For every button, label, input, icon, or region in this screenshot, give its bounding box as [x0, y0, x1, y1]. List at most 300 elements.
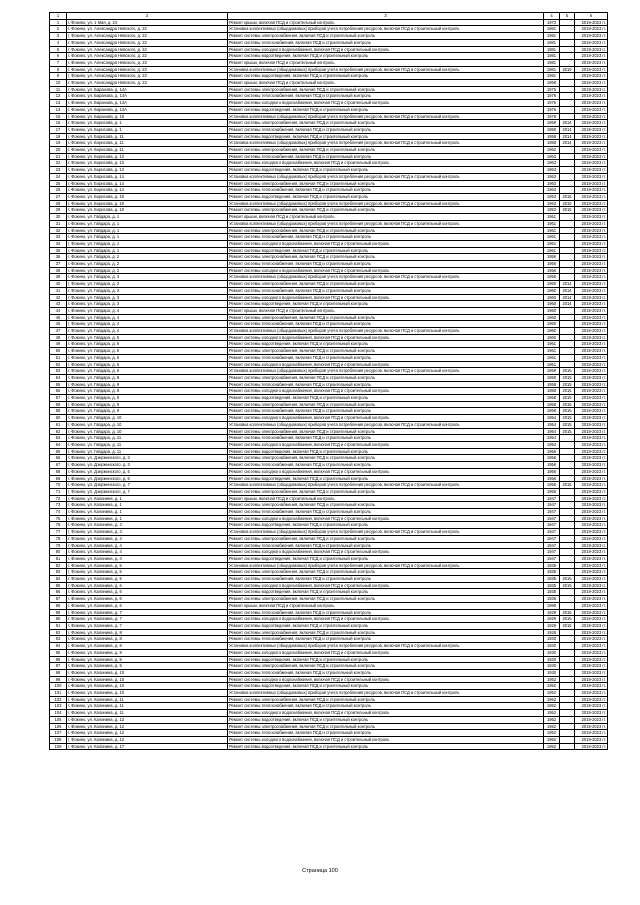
period-cell: 2019-2023 гг. — [575, 730, 608, 737]
build-year-cell: 1981 — [544, 26, 560, 33]
work-type-cell: Ремонт системы водоотведения, включая ПСД и строительный контроль — [228, 589, 544, 596]
last-repair-year-cell — [560, 723, 575, 730]
last-repair-year-cell — [560, 649, 575, 656]
last-repair-year-cell — [560, 562, 575, 569]
period-cell: 2019-2023 гг. — [575, 495, 608, 502]
work-type-cell: Ремонт системы холодного водоснабжения, включая ПСД и строительный контроль — [228, 736, 544, 743]
build-year-cell: 1930 — [544, 669, 560, 676]
period-cell: 2019-2023 гг. — [575, 173, 608, 180]
period-cell: 2019-2023 гг. — [575, 374, 608, 381]
work-type-cell: Ремонт системы теплоснабжения, включая ПСД и строительный контроль — [228, 126, 544, 133]
address-cell: г. Фокино, ул. Калинина, д. 11 — [67, 710, 228, 717]
build-year-cell: 1954 — [544, 421, 560, 428]
table-row — [50, 227, 608, 234]
period-cell: 2019-2023 гг. — [575, 267, 608, 274]
address-cell: г. Фокино, ул. Гайдара, д. 6 — [67, 361, 228, 368]
work-type-cell: Ремонт системы холодного водоснабжения, включая ПСД и строительный контроль — [228, 388, 544, 395]
last-repair-year-cell — [560, 361, 575, 368]
address-cell: г. Фокино, ул. Борисова, д. 11 — [67, 140, 228, 147]
build-year-cell: 1935 — [544, 589, 560, 596]
last-repair-year-cell — [560, 509, 575, 516]
work-type-cell: Ремонт системы электроснабжения, включая ПСД и строительный контроль — [228, 227, 544, 234]
row-number-cell: 29 — [50, 207, 67, 214]
period-cell: 2019-2023 гг. — [575, 562, 608, 569]
table-row — [50, 569, 608, 576]
row-number-cell: 35 — [50, 247, 67, 254]
work-type-cell: Ремонт крыши, включая ПСД и строительный контроль — [228, 19, 544, 26]
build-year-cell: 1960 — [544, 294, 560, 301]
build-year-cell: 1961 — [544, 214, 560, 221]
period-cell: 2019-2023 гг. — [575, 247, 608, 254]
table-row — [50, 26, 608, 33]
period-cell: 2019-2023 гг. — [575, 26, 608, 33]
work-type-cell: Ремонт системы водоотведения, включая ПСД и строительный контроль — [228, 522, 544, 529]
period-cell: 2019-2023 гг. — [575, 415, 608, 422]
row-number-cell: 40 — [50, 281, 67, 288]
period-cell: 2019-2023 гг. — [575, 482, 608, 489]
last-repair-year-cell — [560, 160, 575, 167]
last-repair-year-cell — [560, 535, 575, 542]
row-number-cell: 52 — [50, 361, 67, 368]
last-repair-year-cell — [560, 589, 575, 596]
address-cell: г. Фокино, ул. Калинина, д. 9 — [67, 649, 228, 656]
period-cell: 2019-2023 гг. — [575, 555, 608, 562]
work-type-cell: Ремонт системы электроснабжения, включая ПСД и строительный контроль — [228, 254, 544, 261]
work-type-cell: Установка коллективных (общедомовых) приборов учета потребления ресурсов, включая ПСД и строительный контроль — [228, 66, 544, 73]
row-number-cell: 21 — [50, 153, 67, 160]
build-year-cell: 1952 — [544, 730, 560, 737]
period-cell: 2019-2023 гг. — [575, 428, 608, 435]
period-cell: 2019-2023 гг. — [575, 609, 608, 616]
last-repair-year-cell — [560, 455, 575, 462]
last-repair-year-cell — [560, 522, 575, 529]
build-year-cell: 1954 — [544, 442, 560, 449]
build-year-cell: 1952 — [544, 676, 560, 683]
last-repair-year-cell — [560, 341, 575, 348]
address-cell: г. Фокино, ул. Борисова, д. 11 — [67, 147, 228, 154]
address-cell: г. Фокино, ул. Калинина, д. 4 — [67, 555, 228, 562]
address-cell: г. Фокино, ул. Гайдара, д. 4 — [67, 321, 228, 328]
address-cell: г. Фокино, ул. Гайдара, д. 11 — [67, 435, 228, 442]
last-repair-year-cell — [560, 93, 575, 100]
address-cell: г. Фокино, ул. Гайдара, д. 5 — [67, 348, 228, 355]
address-cell: г. Фокино, ул. Баранова, д. 14А — [67, 106, 228, 113]
period-cell: 2019-2023 гг. — [575, 294, 608, 301]
row-number-cell: 87 — [50, 596, 67, 603]
last-repair-year-cell — [560, 19, 575, 26]
period-cell: 2019-2023 гг. — [575, 254, 608, 261]
header-cell: 1 — [50, 13, 67, 20]
table-row — [50, 703, 608, 710]
table-row — [50, 140, 608, 147]
period-cell: 2019-2023 гг. — [575, 354, 608, 361]
table-row — [50, 73, 608, 80]
row-number-cell: 98 — [50, 669, 67, 676]
work-type-cell: Ремонт системы холодного водоснабжения, включая ПСД и строительный контроль — [228, 100, 544, 107]
address-cell: г. Фокино, ул. Гайдара, д. 1 — [67, 227, 228, 234]
address-cell: г. Фокино, ул. Калинина, д. 7 — [67, 609, 228, 616]
period-cell: 2019-2023 гг. — [575, 93, 608, 100]
table-row — [50, 683, 608, 690]
build-year-cell: 1963 — [544, 160, 560, 167]
table-row — [50, 126, 608, 133]
last-repair-year-cell: 2015 — [560, 421, 575, 428]
address-cell: г. Фокино, ул. Гайдара, д. 4 — [67, 307, 228, 314]
table-row — [50, 133, 608, 140]
work-type-cell: Установка коллективных (общедомовых) приборов учета потребления ресурсов, включая ПСД и строительный контроль — [228, 220, 544, 227]
period-cell: 2019-2023 гг. — [575, 455, 608, 462]
table-row — [50, 307, 608, 314]
work-type-cell: Ремонт системы теплоснабжения, включая ПСД и строительный контроль — [228, 93, 544, 100]
row-number-cell: 27 — [50, 193, 67, 200]
row-number-cell: 76 — [50, 522, 67, 529]
period-cell: 2019-2023 гг. — [575, 643, 608, 650]
last-repair-year-cell — [560, 46, 575, 53]
build-year-cell: 1952 — [544, 703, 560, 710]
address-cell: г. Фокино, ул. Гайдара, д. 11 — [67, 448, 228, 455]
last-repair-year-cell — [560, 602, 575, 609]
work-type-cell: Ремонт системы водоотведения, включая ПСД и строительный контроль — [228, 448, 544, 455]
row-number-cell: 20 — [50, 147, 67, 154]
build-year-cell: 1956 — [544, 267, 560, 274]
row-number-cell: 44 — [50, 307, 67, 314]
work-type-cell: Ремонт системы водоотведения, включая ПСД и строительный контроль — [228, 301, 544, 308]
row-number-cell: 100 — [50, 683, 67, 690]
table-row — [50, 482, 608, 489]
address-cell: г. Фокино, ул. Гайдара, д. 2 — [67, 267, 228, 274]
work-type-cell: Ремонт системы холодного водоснабжения, включая ПСД и строительный контроль — [228, 710, 544, 717]
address-cell: г. Фокино, ул. Калинина, д. 3 — [67, 522, 228, 529]
table-row — [50, 723, 608, 730]
address-cell: г. Фокино, ул. Дзержинского, д. 7 — [67, 482, 228, 489]
period-cell: 2019-2023 гг. — [575, 395, 608, 402]
last-repair-year-cell: 2015 — [560, 582, 575, 589]
work-type-cell: Ремонт системы электроснабжения, включая ПСД и строительный контроль — [228, 502, 544, 509]
table-row — [50, 147, 608, 154]
row-number-cell: 97 — [50, 663, 67, 670]
address-cell: г. Фокино, ул. Борисова, д. 11 — [67, 133, 228, 140]
period-cell: 2019-2023 гг. — [575, 716, 608, 723]
last-repair-year-cell — [560, 314, 575, 321]
table-row — [50, 488, 608, 495]
table-row — [50, 529, 608, 536]
address-cell: г. Фокино, ул. Баранова, д. 14А — [67, 100, 228, 107]
period-cell: 2019-2023 гг. — [575, 281, 608, 288]
address-cell: г. Фокино, ул. Александра Невского, д. 22 — [67, 26, 228, 33]
build-year-cell: 1952 — [544, 696, 560, 703]
build-year-cell: 1956 — [544, 261, 560, 268]
address-cell: г. Фокино, ул. Александра Невского, д. 23 — [67, 59, 228, 66]
build-year-cell: 1981 — [544, 46, 560, 53]
build-year-cell: 1958 — [544, 401, 560, 408]
address-cell: г. Фокино, ул. Калинина, д. 7 — [67, 622, 228, 629]
row-number-cell: 7 — [50, 59, 67, 66]
row-number-cell: 19 — [50, 140, 67, 147]
last-repair-year-cell: 2014 — [560, 126, 575, 133]
table-row — [50, 106, 608, 113]
table-row — [50, 254, 608, 261]
row-number-cell: 6 — [50, 53, 67, 60]
header-cell: 2 — [67, 13, 228, 20]
row-number-cell: 18 — [50, 133, 67, 140]
work-type-cell: Ремонт системы электроснабжения, включая ПСД и строительный контроль — [228, 428, 544, 435]
address-cell: г. Фокино, ул. Борисова, д. 18 — [67, 193, 228, 200]
last-repair-year-cell — [560, 180, 575, 187]
build-year-cell: 1952 — [544, 736, 560, 743]
row-number-cell: 22 — [50, 160, 67, 167]
build-year-cell: 1947 — [544, 542, 560, 549]
period-cell: 2019-2023 гг. — [575, 59, 608, 66]
work-type-cell: Ремонт системы водоотведения, включая ПСД и строительный контроль — [228, 53, 544, 60]
last-repair-year-cell — [560, 33, 575, 40]
table-row — [50, 676, 608, 683]
row-number-cell: 91 — [50, 622, 67, 629]
last-repair-year-cell — [560, 113, 575, 120]
last-repair-year-cell — [560, 462, 575, 469]
table-row — [50, 401, 608, 408]
period-cell: 2019-2023 гг. — [575, 361, 608, 368]
work-type-cell: Ремонт системы холодного водоснабжения, включая ПСД и строительный контроль — [228, 46, 544, 53]
period-cell: 2019-2023 гг. — [575, 408, 608, 415]
work-type-cell: Ремонт системы холодного водоснабжения, включая ПСД и строительный контроль — [228, 361, 544, 368]
work-type-cell: Ремонт системы электроснабжения, включая ПСД и строительный контроль — [228, 314, 544, 321]
build-year-cell: 1956 — [544, 468, 560, 475]
row-number-cell: 89 — [50, 609, 67, 616]
period-cell: 2019-2023 гг. — [575, 334, 608, 341]
row-number-cell: 25 — [50, 180, 67, 187]
address-cell: г. Фокино, ул. Гайдара, д. 5 — [67, 334, 228, 341]
address-cell: г. Фокино, ул. Калинина, д. 6 — [67, 582, 228, 589]
build-year-cell: 1930 — [544, 643, 560, 650]
row-number-cell: 106 — [50, 723, 67, 730]
row-number-cell: 10 — [50, 80, 67, 87]
table-row — [50, 341, 608, 348]
period-cell: 2019-2023 гг. — [575, 328, 608, 335]
work-type-cell: Ремонт крыши, включая ПСД и строительный контроль — [228, 602, 544, 609]
address-cell: г. Фокино, ул. Калинина, д. 12 — [67, 730, 228, 737]
row-number-cell: 31 — [50, 220, 67, 227]
table-row — [50, 462, 608, 469]
period-cell: 2019-2023 гг. — [575, 462, 608, 469]
period-cell: 2019-2023 гг. — [575, 596, 608, 603]
last-repair-year-cell — [560, 529, 575, 536]
last-repair-year-cell — [560, 321, 575, 328]
build-year-cell: 1947 — [544, 555, 560, 562]
address-cell: г. Фокино, ул. Калинина, д. 8 — [67, 629, 228, 636]
period-cell: 2019-2023 гг. — [575, 341, 608, 348]
last-repair-year-cell: 2015 — [560, 200, 575, 207]
period-cell: 2019-2023 гг. — [575, 442, 608, 449]
work-type-cell: Установка коллективных (общедомовых) приборов учета потребления ресурсов, включая ПСД и строительный контроль — [228, 421, 544, 428]
table-row — [50, 374, 608, 381]
work-type-cell: Установка коллективных (общедомовых) приборов учета потребления ресурсов, включая ПСД и строительный контроль — [228, 140, 544, 147]
address-cell: г. Фокино, ул. Гайдара, д. 3 — [67, 274, 228, 281]
row-number-cell: 28 — [50, 200, 67, 207]
period-cell: 2019-2023 гг. — [575, 167, 608, 174]
last-repair-year-cell: 2015 — [560, 381, 575, 388]
period-cell: 2019-2023 гг. — [575, 663, 608, 670]
work-type-cell: Ремонт системы теплоснабжения, включая ПСД и строительный контроль — [228, 703, 544, 710]
period-cell: 2019-2023 гг. — [575, 220, 608, 227]
row-number-cell: 14 — [50, 106, 67, 113]
row-number-cell: 24 — [50, 173, 67, 180]
period-cell: 2019-2023 гг. — [575, 321, 608, 328]
table-row — [50, 415, 608, 422]
row-number-cell: 37 — [50, 261, 67, 268]
build-year-cell: 1952 — [544, 723, 560, 730]
table-row — [50, 33, 608, 40]
address-cell: г. Фокино, ул. Калинина, д. 11 — [67, 696, 228, 703]
table-row — [50, 522, 608, 529]
address-cell: г. Фокино, ул. Борисова, д. 18 — [67, 207, 228, 214]
table-row — [50, 448, 608, 455]
address-cell: г. Фокино, ул. Калинина, д. 7 — [67, 616, 228, 623]
table-row — [50, 59, 608, 66]
last-repair-year-cell — [560, 442, 575, 449]
period-cell: 2019-2023 гг. — [575, 542, 608, 549]
address-cell: г. Фокино, ул. Гайдара, д. 2 — [67, 261, 228, 268]
work-type-cell: Ремонт системы холодного водоснабжения, включая ПСД и строительный контроль — [228, 267, 544, 274]
table-row — [50, 314, 608, 321]
build-year-cell: 1973 — [544, 19, 560, 26]
last-repair-year-cell — [560, 334, 575, 341]
table-row — [50, 66, 608, 73]
build-year-cell: 1981 — [544, 53, 560, 60]
work-type-cell: Ремонт системы холодного водоснабжения, включая ПСД и строительный контроль — [228, 649, 544, 656]
work-type-cell: Ремонт системы водоотведения, включая ПСД и строительный контроль — [228, 73, 544, 80]
period-cell: 2019-2023 гг. — [575, 80, 608, 87]
period-cell: 2019-2023 гг. — [575, 234, 608, 241]
address-cell: г. Фокино, ул. Гайдара, д. 2 — [67, 254, 228, 261]
work-type-cell: Ремонт системы электроснабжения, включая ПСД и строительный контроль — [228, 374, 544, 381]
work-type-cell: Установка коллективных (общедомовых) приборов учета потребления ресурсов, включая ПСД и строительный контроль — [228, 562, 544, 569]
row-number-cell: 107 — [50, 730, 67, 737]
period-cell: 2019-2023 гг. — [575, 616, 608, 623]
period-cell: 2019-2023 гг. — [575, 636, 608, 643]
header-cell: 3 — [228, 13, 544, 20]
build-year-cell: 1959 — [544, 120, 560, 127]
build-year-cell: 1953 — [544, 200, 560, 207]
period-cell: 2019-2023 гг. — [575, 180, 608, 187]
period-cell: 2019-2023 гг. — [575, 207, 608, 214]
period-cell: 2019-2023 гг. — [575, 39, 608, 46]
last-repair-year-cell — [560, 100, 575, 107]
build-year-cell: 1947 — [544, 549, 560, 556]
last-repair-year-cell — [560, 147, 575, 154]
period-cell: 2019-2023 гг. — [575, 522, 608, 529]
build-year-cell: 1981 — [544, 73, 560, 80]
table-row — [50, 596, 608, 603]
row-number-cell: 58 — [50, 401, 67, 408]
row-number-cell: 9 — [50, 73, 67, 80]
last-repair-year-cell — [560, 716, 575, 723]
address-cell: г. Фокино, ул. Калинина, д. 6 — [67, 602, 228, 609]
address-cell: г. Фокино, ул. Дзержинского, д. 3 — [67, 462, 228, 469]
row-number-cell: 51 — [50, 354, 67, 361]
table-row — [50, 535, 608, 542]
table-row — [50, 395, 608, 402]
build-year-cell: 1947 — [544, 522, 560, 529]
build-year-cell: 1952 — [544, 690, 560, 697]
row-number-cell: 95 — [50, 649, 67, 656]
work-type-cell: Ремонт крыши, включая ПСД и строительный контроль — [228, 214, 544, 221]
build-year-cell: 1960 — [544, 328, 560, 335]
last-repair-year-cell — [560, 234, 575, 241]
table-row — [50, 421, 608, 428]
last-repair-year-cell — [560, 676, 575, 683]
last-repair-year-cell — [560, 710, 575, 717]
work-type-cell: Ремонт системы теплоснабжения, включая ПСД и строительный контроль — [228, 261, 544, 268]
work-type-cell: Ремонт системы водоотведения, включая ПСД и строительный контроль — [228, 167, 544, 174]
work-type-cell: Ремонт системы электроснабжения, включая ПСД и строительный контроль — [228, 33, 544, 40]
row-number-cell: 30 — [50, 214, 67, 221]
last-repair-year-cell — [560, 468, 575, 475]
period-cell: 2019-2023 гг. — [575, 187, 608, 194]
work-type-cell: Ремонт системы электроснабжения, включая ПСД и строительный контроль — [228, 348, 544, 355]
build-year-cell: 1956 — [544, 482, 560, 489]
table-row — [50, 582, 608, 589]
table-row — [50, 710, 608, 717]
address-cell: г. Фокино, ул. Баранова, д. 14А — [67, 93, 228, 100]
period-cell: 2019-2023 гг. — [575, 743, 608, 750]
last-repair-year-cell: 2015 — [560, 609, 575, 616]
work-type-cell: Ремонт системы холодного водоснабжения, включая ПСД и строительный контроль — [228, 582, 544, 589]
table-row — [50, 234, 608, 241]
row-number-cell: 66 — [50, 455, 67, 462]
address-cell: г. Фокино, ул. Калинина, д. 1 — [67, 509, 228, 516]
table-row — [50, 167, 608, 174]
period-cell: 2019-2023 гг. — [575, 261, 608, 268]
last-repair-year-cell: 2014 — [560, 140, 575, 147]
row-number-cell: 84 — [50, 576, 67, 583]
address-cell: г. Фокино, ул. Борисова, д. 14 — [67, 173, 228, 180]
work-type-cell: Ремонт системы теплоснабжения, включая ПСД и строительный контроль — [228, 669, 544, 676]
table-row — [50, 730, 608, 737]
work-type-cell: Ремонт крыши, включая ПСД и строительный контроль — [228, 80, 544, 87]
build-year-cell: 1947 — [544, 515, 560, 522]
row-number-cell: 81 — [50, 555, 67, 562]
build-year-cell: 1962 — [544, 147, 560, 154]
table-row — [50, 80, 608, 87]
period-cell: 2019-2023 гг. — [575, 535, 608, 542]
table-row — [50, 435, 608, 442]
table-row — [50, 442, 608, 449]
period-cell: 2019-2023 гг. — [575, 147, 608, 154]
table-row — [50, 428, 608, 435]
row-number-cell: 80 — [50, 549, 67, 556]
last-repair-year-cell: 2015 — [560, 415, 575, 422]
build-year-cell: 1981 — [544, 59, 560, 66]
work-type-cell: Ремонт системы холодного водоснабжения, включая ПСД и строительный контроль — [228, 515, 544, 522]
period-cell: 2019-2023 гг. — [575, 509, 608, 516]
last-repair-year-cell: 2015 — [560, 482, 575, 489]
row-number-cell: 60 — [50, 415, 67, 422]
period-cell: 2019-2023 гг. — [575, 669, 608, 676]
period-cell: 2019-2023 гг. — [575, 515, 608, 522]
address-cell: г. Фокино, ул. Гайдара, д. 9 — [67, 401, 228, 408]
address-cell: г. Фокино, ул. Калинина, д. 5 — [67, 562, 228, 569]
table-row — [50, 240, 608, 247]
build-year-cell: 1963 — [544, 167, 560, 174]
last-repair-year-cell — [560, 39, 575, 46]
last-repair-year-cell: 2015 — [560, 374, 575, 381]
work-type-cell: Ремонт системы теплоснабжения, включая ПСД и строительный контроль — [228, 609, 544, 616]
address-cell: г. Фокино, ул. Александра Невского, д. 22 — [67, 39, 228, 46]
work-type-cell: Ремонт системы электроснабжения, включая ПСД и строительный контроль — [228, 455, 544, 462]
build-year-cell: 1947 — [544, 509, 560, 516]
table-row — [50, 86, 608, 93]
table-row — [50, 348, 608, 355]
